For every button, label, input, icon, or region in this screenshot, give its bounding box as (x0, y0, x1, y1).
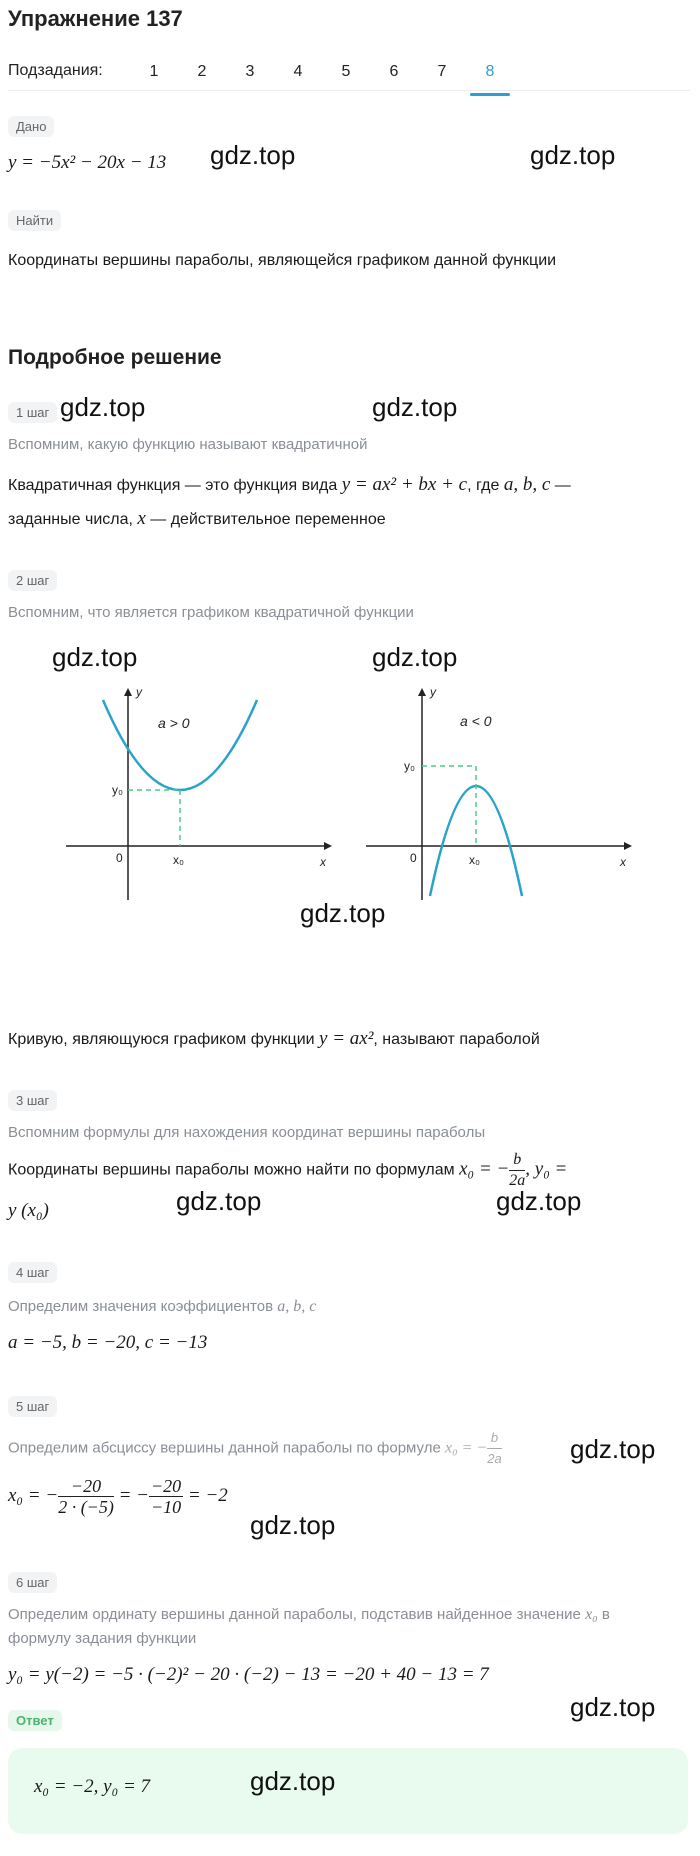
subtask-tab-1[interactable]: 1 (149, 63, 159, 80)
step-6-formula: y₀ = y(−2) = −5 · (−2)² − 20 · (−2) − 13 = −20 + 40 − 13 = 7 (8, 1664, 489, 1685)
watermark: gdz.top (570, 1692, 656, 1722)
step-3-badge: 3 шаг (8, 1090, 57, 1111)
step-3-fraction (509, 1150, 525, 1191)
answer-formula: x₀ = −2, y₀ = 7 (34, 1776, 151, 1797)
step-1-text-e: — действительное переменное (145, 511, 386, 528)
watermark: gdz.top (300, 898, 386, 928)
watermark: gdz.top (250, 1510, 336, 1540)
step-5-formula (8, 1476, 228, 1517)
origin-label: 0 (410, 851, 417, 865)
step-1-hint: Вспомним, какую функцию называют квадратичной (8, 436, 368, 453)
step-1-text-a: Квадратичная функция — это функция вида (8, 477, 338, 494)
watermark: gdz.top (250, 1766, 336, 1796)
fraction-numerator: b (509, 1150, 525, 1171)
watermark: gdz.top (210, 140, 296, 170)
step-1-vars: a, b, c (503, 474, 551, 495)
graph-upward-parabola (60, 680, 340, 910)
tabs-divider (8, 90, 690, 91)
watermark: gdz.top (176, 1186, 262, 1216)
step-6-badge: 6 шаг (8, 1572, 57, 1593)
y-axis-label: y (136, 685, 142, 699)
watermark: gdz.top (530, 140, 616, 170)
find-text: Координаты вершины параболы, являющейся графиком данной функции (8, 252, 557, 269)
step-2-conclusion (8, 1028, 540, 1051)
step-5-hint-line (8, 1428, 502, 1469)
step-1-badge: 1 шаг (8, 402, 57, 423)
step-1-var-x: x (137, 508, 146, 529)
step-5-badge: 5 шаг (8, 1396, 57, 1417)
step-3-f2-a: , y₀ = (525, 1158, 568, 1180)
step-6-hint-b: в (597, 1606, 610, 1623)
step-2-hint: Вспомним, что является графиком квадратичной функции (8, 604, 414, 621)
parabola-curve (103, 700, 257, 790)
subtasks-label: Подзадания: (8, 62, 103, 79)
subtask-tab-2[interactable]: 2 (197, 63, 207, 80)
step-1-text-line-1 (8, 474, 692, 497)
step-5-fraction-2 (149, 1476, 183, 1517)
step-4-badge: 4 шаг (8, 1262, 57, 1283)
find-badge: Найти (8, 210, 61, 231)
step-6-hint-a: Определим ординату вершины данной параболы, подставив найденное значение (8, 1606, 581, 1623)
step-5-mid: = − (113, 1484, 149, 1506)
watermark: gdz.top (372, 392, 458, 422)
subtask-tab-5[interactable]: 5 (341, 63, 351, 80)
step-3-f2-b: y (x₀) (8, 1200, 49, 1221)
subtask-tab-7[interactable]: 7 (437, 63, 447, 80)
answer-badge: Ответ (8, 1710, 62, 1731)
watermark: gdz.top (372, 642, 458, 672)
step-5-hint-fraction (487, 1428, 501, 1469)
x0-label: x₀ (173, 853, 184, 867)
step-4-hint-vars: a, b, c (277, 1298, 317, 1315)
x0-label: x₀ (469, 853, 480, 867)
step-1-text-d: заданные числа, (8, 511, 133, 528)
solution-title: Подробное решение (8, 346, 222, 369)
x-axis-label: x (320, 855, 326, 869)
subtask-tab-6[interactable]: 6 (389, 63, 399, 80)
fraction-denominator: −10 (150, 1497, 182, 1517)
subtask-tab-3[interactable]: 3 (245, 63, 255, 80)
watermark: gdz.top (496, 1186, 582, 1216)
step-2-formula: y = ax² (319, 1028, 374, 1049)
given-formula: y = −5x² − 20x − 13 (8, 152, 167, 173)
fraction-denominator: 2a (487, 1451, 502, 1466)
step-5-hint: Определим абсциссу вершины данной параболы по формуле (8, 1439, 441, 1457)
y0-label: y₀ (404, 759, 415, 773)
x-axis-label: x (620, 855, 626, 869)
page-title: Упражнение 137 (8, 6, 183, 31)
step-6-hint-c: формулу задания функции (8, 1630, 197, 1647)
step-4-formula: a = −5, b = −20, c = −13 (8, 1332, 208, 1353)
step-2-text-b: , называют параболой (373, 1031, 540, 1048)
watermark: gdz.top (52, 642, 138, 672)
step-3-line-1 (8, 1150, 694, 1191)
y-axis-arrow (418, 688, 426, 696)
step-3-hint: Вспомним формулы для нахождения координат вершины параболы (8, 1124, 486, 1141)
subtasks-tabs (130, 52, 514, 92)
x-axis-arrow (324, 842, 332, 850)
step-5-hint-lhs: x₀ = − (444, 1439, 488, 1457)
step-1-formula: y = ax² + bx + c (341, 474, 468, 495)
fraction-numerator: −20 (150, 1476, 182, 1496)
step-4-hint-line (8, 1298, 316, 1316)
step-2-text-a: Кривую, являющуюся графиком функции (8, 1031, 315, 1048)
condition-label: a < 0 (460, 713, 492, 729)
step-1-text-line-2 (8, 508, 386, 531)
step-3-text: Координаты вершины параболы можно найти по формулам (8, 1161, 455, 1179)
condition-label: a > 0 (158, 715, 190, 731)
step-5-fraction-1 (58, 1476, 114, 1517)
watermark: gdz.top (570, 1434, 656, 1464)
step-2-badge: 2 шаг (8, 570, 57, 591)
watermark: gdz.top (60, 392, 146, 422)
step-5-lhs: x₀ = − (8, 1484, 59, 1506)
fraction-numerator: −20 (58, 1476, 114, 1497)
step-5-end: = −2 (183, 1484, 228, 1506)
step-3-f1-lhs: x₀ = − (459, 1158, 510, 1180)
fraction-numerator: b (487, 1428, 501, 1449)
y-axis-arrow (124, 688, 132, 696)
step-4-hint: Определим значения коэффициентов (8, 1298, 274, 1315)
subtask-tab-4[interactable]: 4 (293, 63, 303, 80)
step-6-hint-line-1 (8, 1606, 694, 1624)
y0-label: y₀ (112, 783, 123, 797)
y-axis-label: y (430, 685, 436, 699)
step-1-text-b: , где (467, 477, 500, 494)
fraction-denominator: 2a (509, 1172, 526, 1189)
step-6-hint-var: x₀ (585, 1606, 598, 1623)
given-badge: Дано (8, 116, 54, 137)
graph-downward-parabola (360, 680, 640, 910)
subtask-tab-8-active[interactable]: 8 (466, 52, 514, 92)
origin-label: 0 (116, 851, 123, 865)
fraction-denominator: 2 · (−5) (58, 1497, 114, 1517)
step-1-text-c: — (550, 477, 571, 494)
x-axis-arrow (624, 842, 632, 850)
